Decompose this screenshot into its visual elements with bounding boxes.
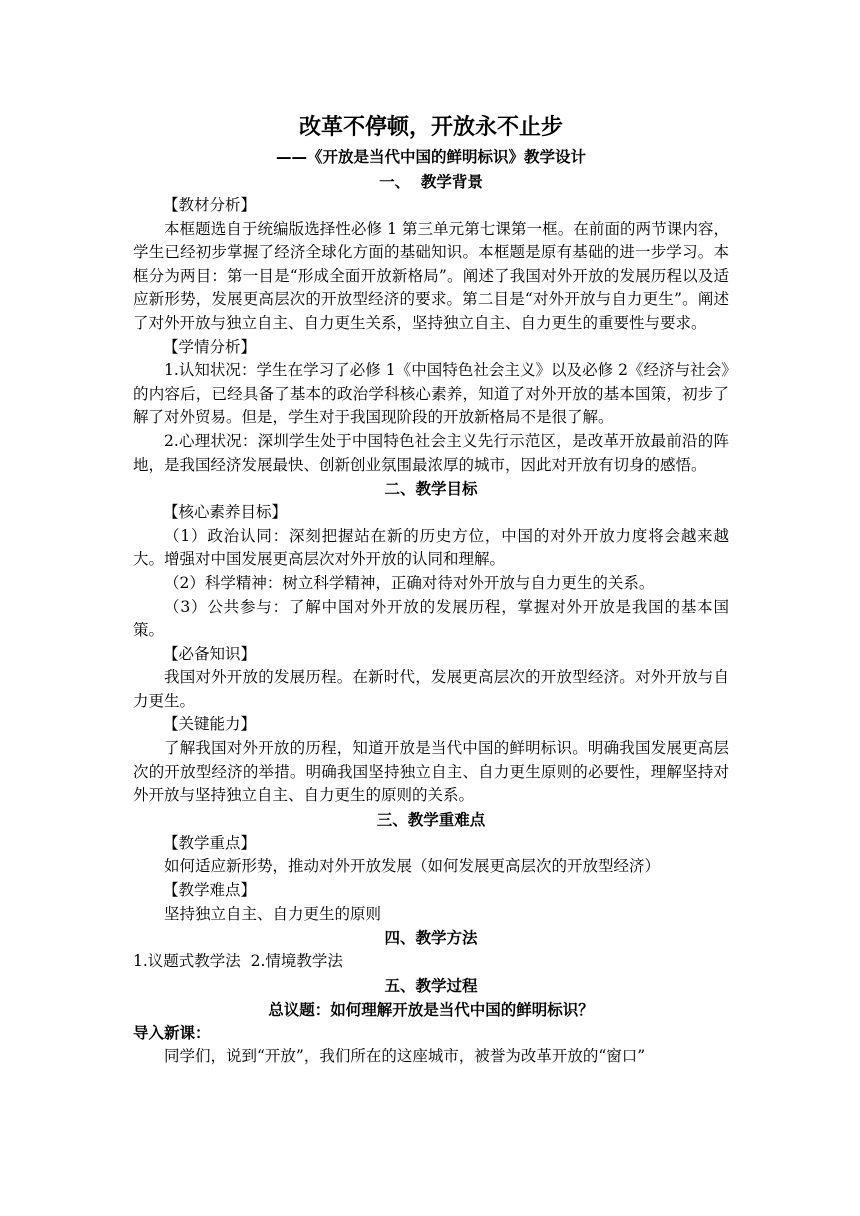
key-ability-text: 了解我国对外开放的历程，知道开放是当代中国的鲜明标识。明确我国发展更高层次的开放型经济的举措。明确我国坚持独立自主、自力更生原则的必要性，理解坚持对外开放与坚持独立自主、自力更生的原则的关系。	[133, 739, 729, 805]
section-heading-methods: 四、教学方法	[384, 929, 478, 948]
material-analysis-text: 本框题选自于统编版选择性必修 1 第三单元第七课第一框。在前面的两节课内容，学生已经初步掌握了经济全球化方面的基础知识。本框题是原有基础的进一步学习。本框分为两目：第一目是“形成全面开放新格局”。阐述了我国对外开放的发展历程以及适应新形势，发展更高层次的开放型经济的要求。第二目是“对外开放与自力更生”。阐述了对外开放与独立自主、自力更生关系，坚持独立自主、自力更生的重要性与要求。	[133, 219, 729, 332]
teaching-difficulty-text: 坚持独立自主、自力更生的原则	[164, 904, 382, 923]
core-literacy-science: （2）科学精神：树立科学精神，正确对待对外开放与自力更生的关系。	[164, 573, 655, 592]
section-heading-key-difficult: 三、教学重难点	[376, 810, 486, 829]
teaching-difficulty-heading: 【教学难点】	[163, 881, 257, 900]
student-analysis-psychological: 2.心理状况：深圳学生处于中国特色社会主义先行示范区，是改革开放最前沿的阵地，是我国经济发展最快、创新创业氛围最浓厚的城市，因此对开放有切身的感悟。	[133, 431, 729, 474]
material-analysis-heading: 【教材分析】	[163, 196, 257, 214]
document-title: 改革不停顿，开放永不止步	[298, 115, 563, 140]
intro-text: 同学们，说到“开放”，我们所在的这座城市，被誉为改革开放的“窗口”	[164, 1047, 646, 1066]
document-subtitle: ——《开放是当代中国的鲜明标识》教学设计	[275, 148, 586, 166]
teaching-key-heading: 【教学重点】	[163, 833, 257, 852]
student-analysis-cognitive: 1.认知状况：学生在学习了必修 1《中国特色社会主义》以及必修 2《经济与社会》的内容后，已经具备了基本的政治学科核心素养，知道了对外开放的基本国策，初步了解了对外贸易。但是，学生对于我国现阶段的开放新格局不是很了解。	[133, 361, 729, 427]
teaching-methods-text: 1.议题式教学法 2.情境教学法	[133, 952, 343, 971]
section-heading-background: 一、 教学背景	[379, 173, 483, 191]
key-ability-heading: 【关键能力】	[163, 715, 257, 734]
student-analysis-heading: 【学情分析】	[163, 337, 257, 356]
intro-heading: 导入新课：	[133, 1023, 211, 1042]
core-literacy-political: （1）政治认同：深刻把握站在新的历史方位，中国的对外开放力度将会越来越大。增强对中国发展更高层次对外开放的认同和理解。	[133, 526, 729, 569]
main-topic: 总议题：如何理解开放是当代中国的鲜明标识？	[268, 1000, 594, 1019]
essential-knowledge-heading: 【必备知识】	[163, 644, 257, 663]
essential-knowledge-text: 我国对外开放的发展历程。在新时代，发展更高层次的开放型经济。对外开放与自力更生。	[133, 668, 729, 710]
core-literacy-heading: 【核心素养目标】	[163, 503, 288, 522]
section-heading-process: 五、教学过程	[384, 976, 478, 995]
teaching-key-text: 如何适应新形势，推动对外开放发展（如何发展更高层次的开放型经济）	[164, 857, 661, 876]
section-heading-objectives: 二、教学目标	[384, 480, 478, 499]
document-body	[133, 112, 729, 1069]
core-literacy-participation: （3）公共参与：了解中国对外开放的发展历程，掌握对外开放是我国的基本国策。	[133, 597, 729, 640]
